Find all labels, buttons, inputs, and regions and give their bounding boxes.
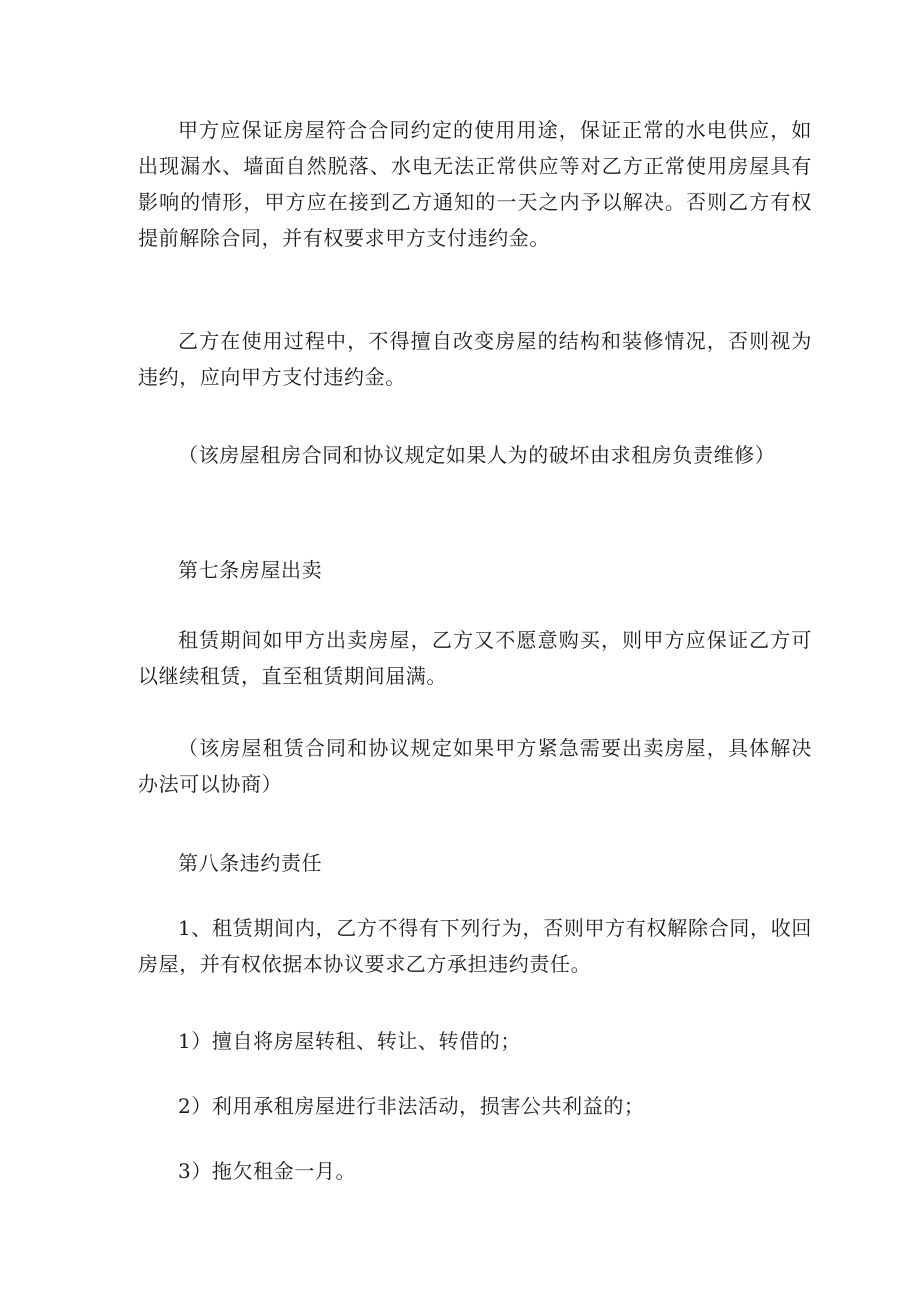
section-heading-article-7: 第七条房屋出卖 [178, 558, 323, 582]
paragraph-water-electric-supply: 甲方应保证房屋符合合同约定的使用用途，保证正常的水电供应，如出现漏水、墙面自然脱落、水电无法正常供应等对乙方正常使用房屋具有影响的情形，甲方应在接到乙方通知的一天之内予以解决。否则乙方有权提前解除合同，并有权要求甲方支付违约金。 [138, 118, 812, 250]
paragraph-sale-negotiation-note: （该房屋租赁合同和协议规定如果甲方紧急需要出卖房屋，具体解决办法可以协商） [138, 736, 812, 796]
list-item-sublet: 1）擅自将房屋转租、转让、转借的； [178, 1029, 521, 1053]
paragraph-breach-clause-1: 1、租赁期间内，乙方不得有下列行为，否则甲方有权解除合同，收回房屋，并有权依据本协议要求乙方承担违约责任。 [138, 916, 812, 976]
paragraph-damage-repair-note: （该房屋租房合同和协议规定如果人为的破坏由求租房负责维修） [178, 443, 776, 467]
list-item-rent-arrears: 3）拖欠租金一月。 [178, 1159, 357, 1183]
paragraph-no-structure-change: 乙方在使用过程中，不得擅自改变房屋的结构和装修情况，否则视为违约，应向甲方支付违约金。 [138, 329, 812, 389]
list-item-illegal-activity: 2）利用承租房屋进行非法活动，损害公共利益的； [178, 1094, 645, 1118]
section-heading-article-8: 第八条违约责任 [178, 851, 323, 875]
paragraph-house-sale: 租赁期间如甲方出卖房屋，乙方又不愿意购买，则甲方应保证乙方可以继续租赁，直至租赁期间届满。 [138, 628, 812, 688]
